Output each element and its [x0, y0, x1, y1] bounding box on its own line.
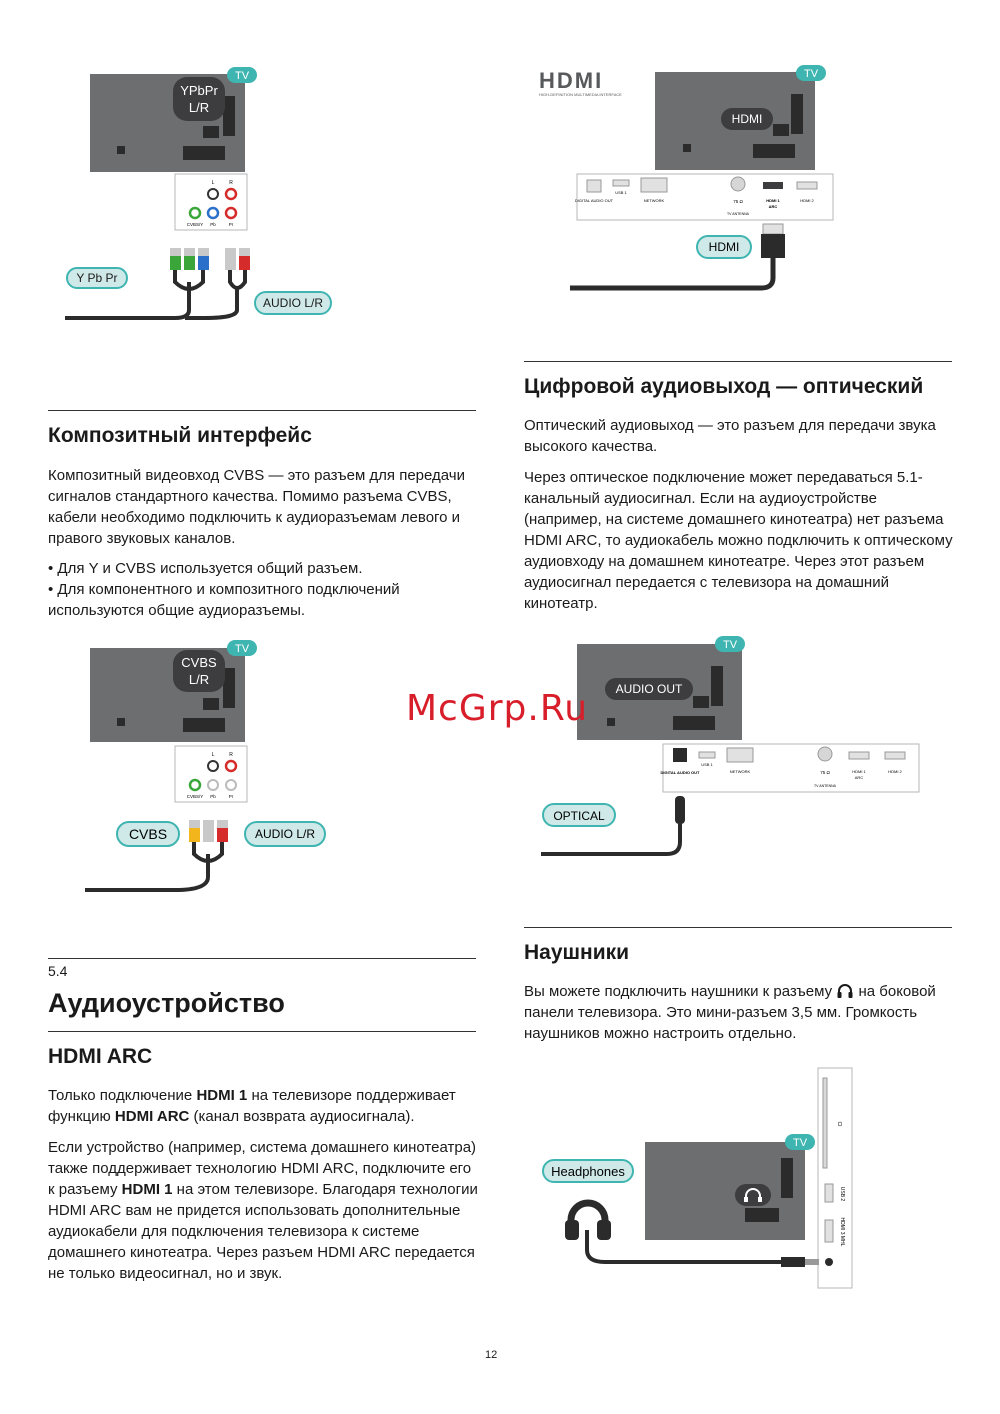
divider: [524, 361, 952, 362]
svg-text:AUDIO L/R: AUDIO L/R: [254, 827, 316, 841]
optical-heading: Цифровой аудиовыход — оптический: [524, 375, 924, 398]
svg-text:HDMI: HDMI: [731, 112, 763, 126]
svg-text:AUDIO L/R: AUDIO L/R: [262, 296, 324, 310]
composite-paragraph: Композитный видеовход CVBS — это разъем для передачи сигналов стандартного качества. Помимо разъема CVBS, кабели необходимо подключить к аудиоразъемам левого и правого звуковых каналов.: [48, 467, 465, 547]
svg-text:USB 2: USB 2: [839, 1186, 845, 1202]
svg-text:HDMI 2: HDMI 2: [888, 769, 902, 774]
svg-text:OPTICAL: OPTICAL: [553, 809, 605, 823]
svg-text:TV: TV: [803, 68, 819, 80]
tv-badge: [227, 67, 257, 83]
svg-text:R: R: [229, 180, 233, 186]
headphone-plug: [781, 1257, 805, 1267]
svg-text:ARC: ARC: [768, 204, 778, 209]
svg-text:HDMI: HDMI: [708, 240, 740, 254]
svg-text:ARC: ARC: [854, 775, 864, 780]
svg-text:HDMI 3 MHL: HDMI 3 MHL: [839, 1217, 845, 1247]
composite-bullet-1: • Для Y и CVBS используется общий разъем.: [48, 560, 363, 577]
ypbpr-port-bubble: [173, 77, 225, 121]
svg-text:L: L: [211, 752, 215, 758]
svg-text:CVBS/Y: CVBS/Y: [186, 794, 204, 799]
divider: [48, 958, 476, 959]
svg-text:Pb: Pb: [210, 794, 216, 799]
figure-cvbs-connection: [55, 632, 355, 902]
side-panel: [818, 1068, 852, 1288]
label-audio-lr: [245, 822, 325, 846]
optical-plug: [675, 796, 685, 824]
svg-text:CVBS: CVBS: [181, 655, 217, 670]
section-number: 5.4: [48, 963, 68, 979]
hdmi-logo: [539, 68, 622, 97]
label-headphones: [543, 1160, 633, 1182]
page-number: 12: [485, 1349, 498, 1361]
headphones-paragraph: Вы можете подключить наушники к разъему на боковой панели телевизора. Это мини-разъем 3,5 мм. Громкость наушников можно настроить отдельно.: [524, 983, 936, 1042]
watermark: McGrp.Ru: [406, 688, 589, 729]
label-cvbs: [117, 822, 179, 846]
svg-text:USB 1: USB 1: [701, 762, 713, 767]
svg-text:HDMI 1: HDMI 1: [766, 198, 780, 203]
hdmi-arc-paragraph-1: Только подключение HDMI 1 на телевизоре поддерживает функцию HDMI ARC (канал возврата аудиосигнала).: [48, 1087, 456, 1125]
composite-bullet-2: • Для компонентного и композитного подключений используются общие аудиоразъемы.: [48, 581, 400, 619]
svg-text:TV ANTENNA: TV ANTENNA: [727, 212, 749, 216]
svg-text:L: L: [211, 180, 215, 186]
svg-text:Pb: Pb: [210, 222, 216, 227]
optical-paragraph-2: Через оптическое подключение может передаваться 5.1-канальный аудиосигнал. Если на аудиоустройстве (например, на системе домашнего кинотеатра) нет разъема HDMI ARC, то аудиокабель можно подключить к оптическому аудиовходу на домашнем кинотеатре. Через этот разъем аудиосигнал передается с телевизора на домашний кинотеатр.: [524, 469, 953, 612]
figure-hdmi-connection: [535, 60, 845, 300]
svg-text:AUDIO OUT: AUDIO OUT: [615, 682, 683, 696]
svg-text:HIGH-DEFINITION MULTIMEDIA INT: HIGH-DEFINITION MULTIMEDIA INTERFACE: [539, 92, 622, 97]
audio-out-port-bubble: [605, 678, 693, 700]
tv-badge: [785, 1134, 815, 1150]
svg-text:HDMI 1: HDMI 1: [852, 769, 866, 774]
svg-text:TV: TV: [234, 643, 250, 655]
svg-text:75 Ω: 75 Ω: [733, 199, 743, 204]
svg-text:TV: TV: [722, 639, 738, 651]
divider: [48, 1031, 476, 1032]
headphone-jack-bubble: [735, 1184, 771, 1206]
connector-panel: [660, 744, 919, 792]
svg-text:L/R: L/R: [188, 672, 210, 687]
connector-panel: [575, 174, 833, 220]
hdmi-port-bubble: [721, 108, 773, 130]
svg-text:75 Ω: 75 Ω: [820, 770, 830, 775]
headphones-heading: Наушники: [524, 941, 630, 964]
label-audio-lr: [255, 292, 331, 314]
divider: [48, 410, 476, 411]
svg-text:Y Pb Pr: Y Pb Pr: [76, 271, 118, 285]
svg-text:Pr: Pr: [228, 794, 234, 799]
svg-text:NETWORK: NETWORK: [729, 769, 751, 774]
hdmi-plug: [763, 224, 783, 234]
svg-text:Pr: Pr: [228, 222, 234, 227]
svg-text:YPbPr: YPbPr: [180, 83, 218, 98]
svg-text:Headphones: Headphones: [551, 1164, 625, 1179]
figure-optical-connection: [535, 632, 935, 872]
svg-text:USB 1: USB 1: [615, 190, 627, 195]
svg-text:TV: TV: [234, 70, 250, 82]
svg-text:DIGITAL AUDIO OUT: DIGITAL AUDIO OUT: [574, 198, 614, 203]
svg-text:DIGITAL AUDIO OUT: DIGITAL AUDIO OUT: [660, 770, 700, 775]
figure-ypbpr-connection: [55, 60, 355, 330]
tv-badge: [227, 640, 257, 656]
rca-plugs: [189, 820, 228, 842]
svg-text:L/R: L/R: [188, 100, 210, 115]
tv-badge: [796, 65, 826, 81]
svg-text:CI: CI: [836, 1121, 842, 1127]
cvbs-port-bubble: [173, 650, 225, 692]
jack-panel: [175, 746, 247, 802]
jack-panel: [175, 174, 247, 230]
figure-headphones-connection: [535, 1060, 875, 1300]
label-ypbpr: [67, 268, 127, 288]
composite-heading: Композитный интерфейс: [48, 424, 312, 447]
section-title: Аудиоустройство: [48, 988, 285, 1018]
svg-text:HDMI: HDMI: [539, 68, 604, 93]
svg-text:NETWORK: NETWORK: [643, 198, 665, 203]
divider: [524, 927, 952, 928]
headphones-icon: [836, 983, 854, 999]
svg-text:CVBS: CVBS: [128, 826, 168, 842]
label-hdmi-cable: [697, 236, 751, 258]
svg-text:CVBS/Y: CVBS/Y: [186, 222, 204, 227]
label-optical-cable: [543, 804, 615, 826]
rca-plugs: [170, 248, 250, 270]
svg-text:TV ANTENNA: TV ANTENNA: [814, 784, 836, 788]
optical-paragraph-1: Оптический аудиовыход — это разъем для передачи звука высокого качества.: [524, 417, 936, 455]
svg-text:HDMI 2: HDMI 2: [800, 198, 814, 203]
hdmi-arc-heading: HDMI ARC: [48, 1045, 153, 1068]
svg-text:TV: TV: [792, 1137, 808, 1149]
tv-badge: [715, 636, 745, 652]
svg-text:R: R: [229, 752, 233, 758]
hdmi-arc-paragraph-2: Если устройство (например, система домашнего кинотеатра) также поддерживает технологию HDMI ARC, подключите его к разъему HDMI 1 на этом телевизоре. Благодаря технологии HDMI ARC вам не придется использовать дополнительные аудиокабели для подключения телевизора к системе домашнего кинотеатра. Через разъем HDMI ARC передается не только видеосигнал, но и звук.: [48, 1139, 478, 1282]
